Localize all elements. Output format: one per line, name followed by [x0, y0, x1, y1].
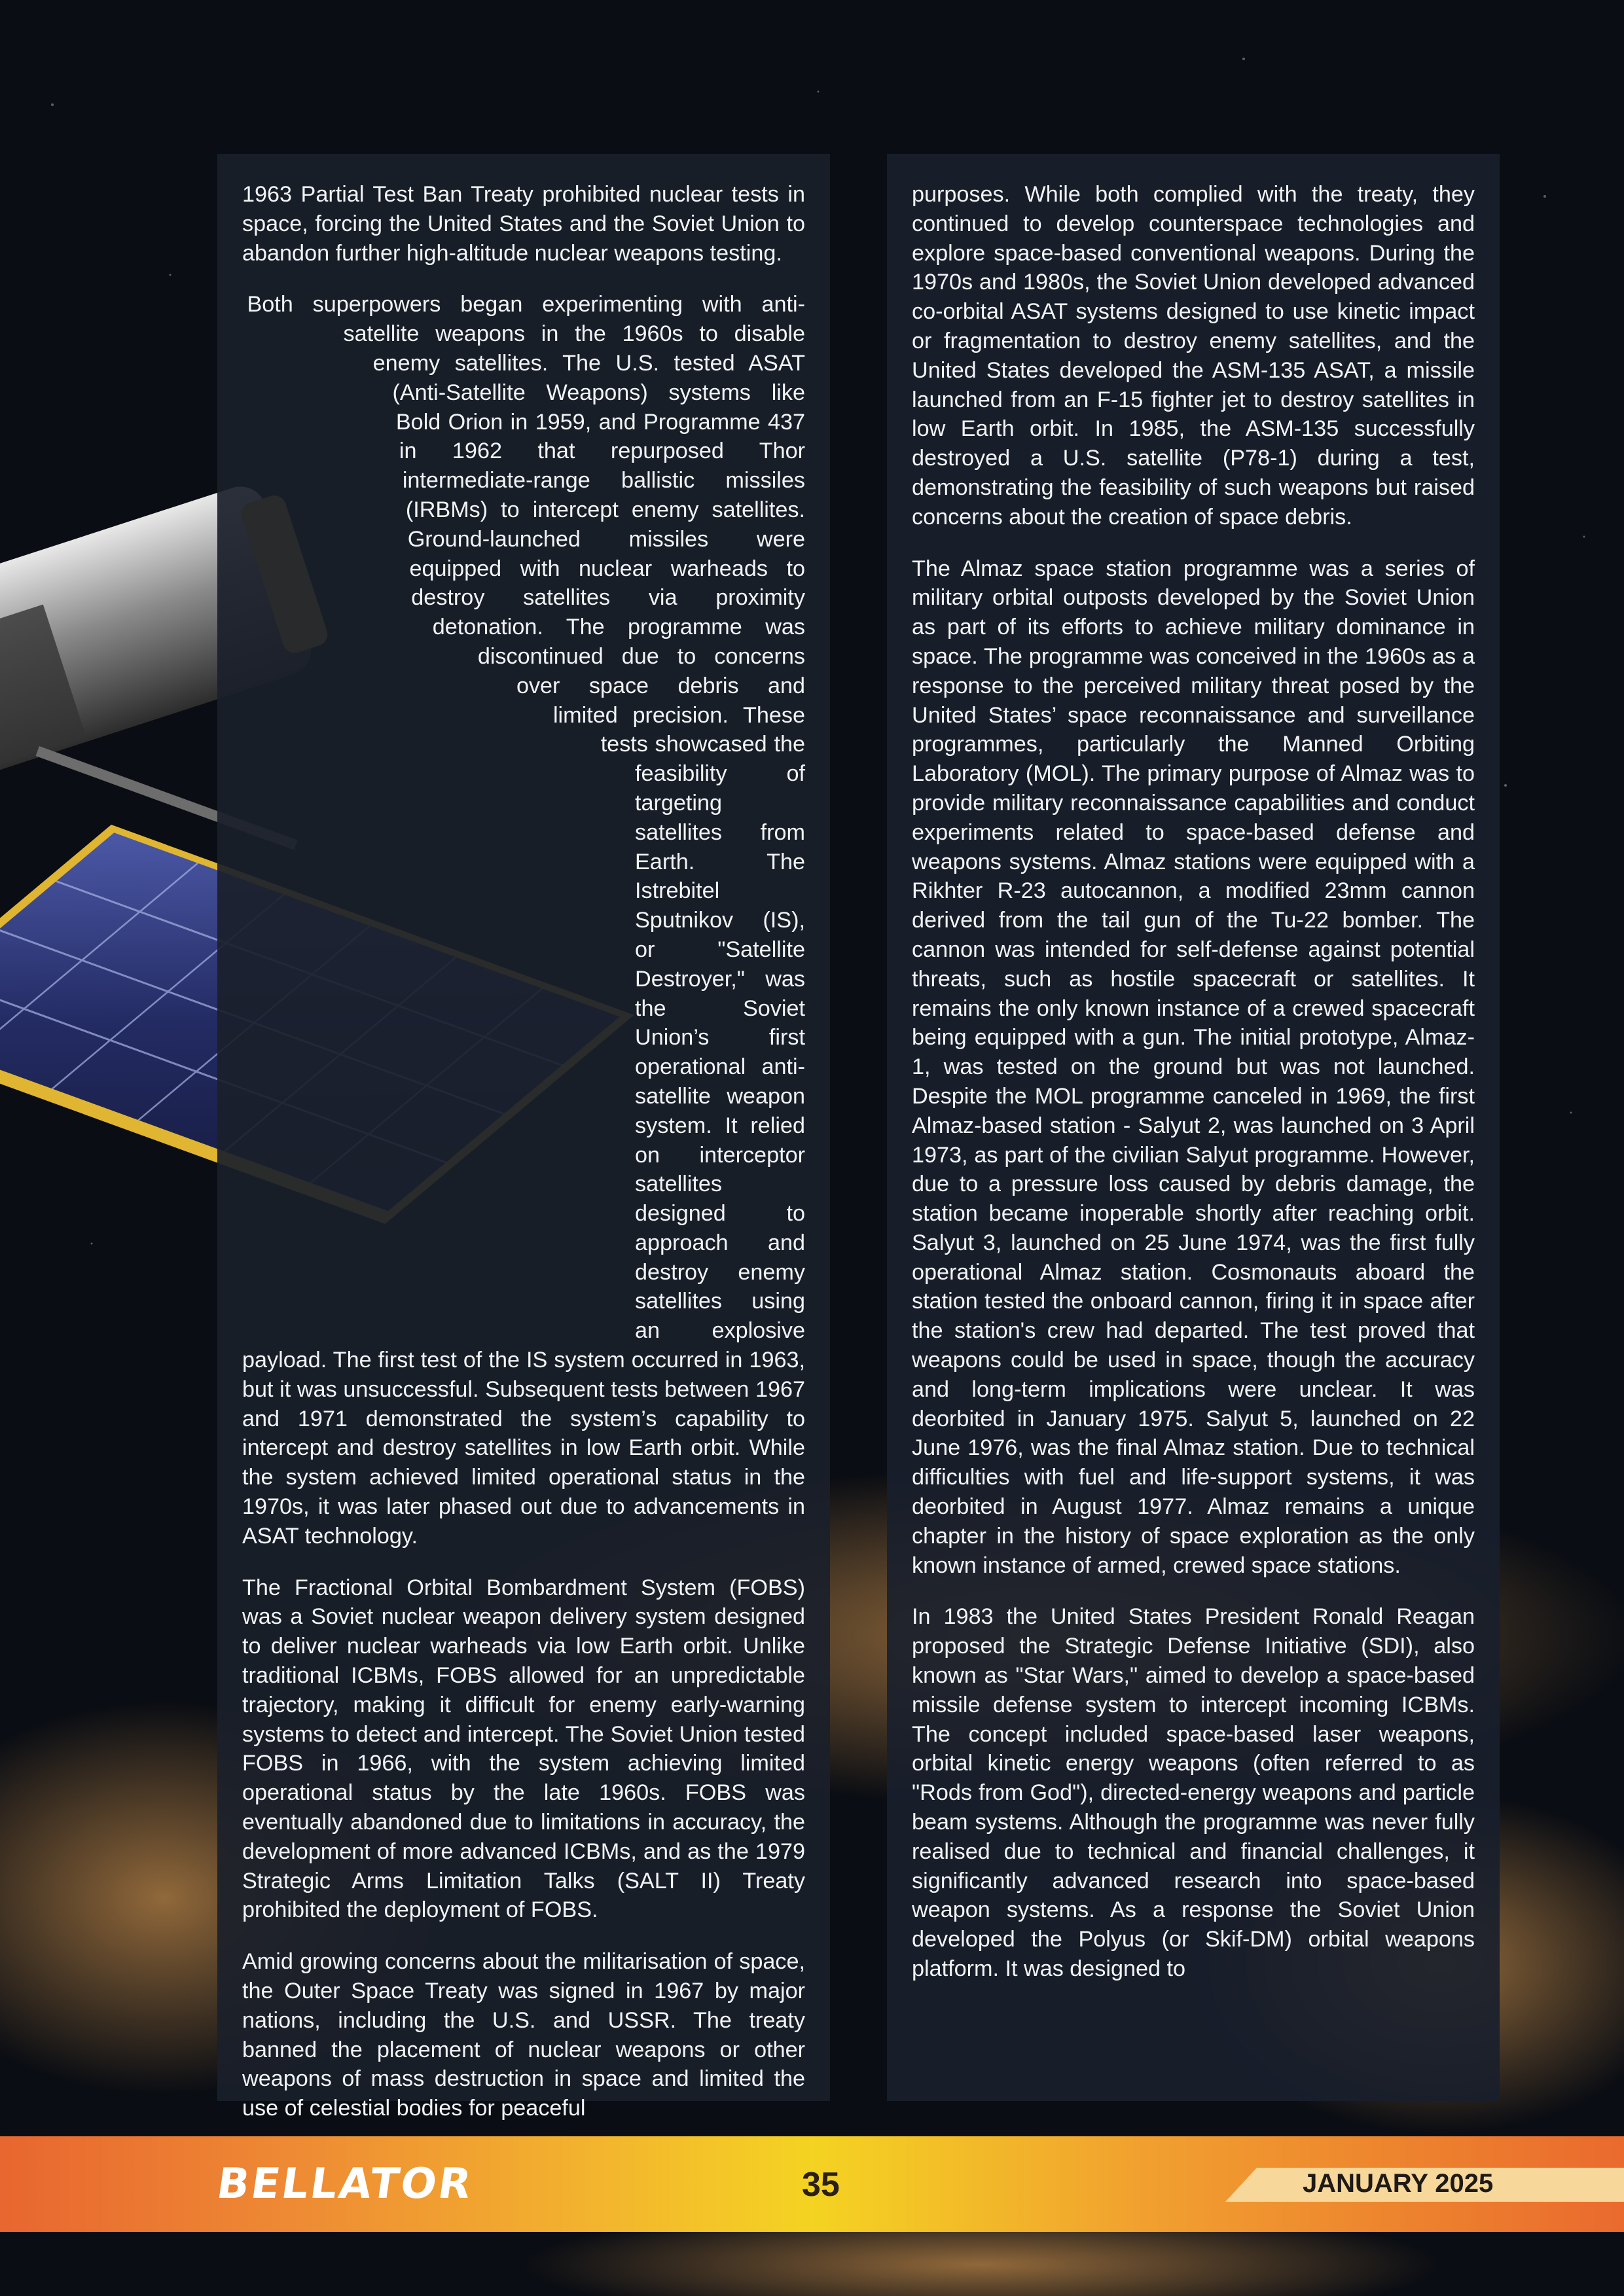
paragraph-asat: Both superpowers began experimenting with anti-satellite weapons in the 1960s to disable enemy satellites. The U.S. tested ASAT (Anti-Satellite Weapons) systems like Bold Orion in 1959, and Programme 437 in 1962 that repurposed Thor intermediate-range ballistic missiles (IRBMs) to intercept enemy satellites. Ground-launched missiles were equipped with nuclear warheads to destroy satellites via proximity detonation. The programme was discontinued due to concerns over space debris and limited precision. These tests showcased the feasibility of targeting satellites from Earth. The Istrebitel Sputnikov (IS), or "Satellite Destroyer," was the Soviet Union’s first operational anti-satellite weapon system. It relied on interceptor satellites designed to approach and destroy enemy satellites using an explosive payload. The first test of the IS system occurred in 1963, but it was unsuccessful. Subsequent tests between 1967 and 1971 demonstrated the system’s capability to intercept and destroy satellites in low Earth orbit. While the system achieved limited operational status in the 1970s, it was later phased out due to advancements in ASAT technology.: [242, 292, 805, 1549]
page-number: 35: [802, 2166, 840, 2204]
paragraph-fobs: The Fractional Orbital Bombardment System (FOBS) was a Soviet nuclear weapon delivery system designed to deliver nuclear warheads via low Earth orbit. Unlike traditional ICBMs, FOBS allowed for an unpredictable trajectory, making it difficult for enemy early-warning systems to detect and intercept. The Soviet Union tested FOBS in 1966, with the system achieving limited operational status by the late 1960s. FOBS was eventually abandoned due to limitations in accuracy, the development of more advanced ICBMs, and as the 1979 Strategic Arms Limitation Talks (SALT II) Treaty prohibited the deployment of FOBS.: [242, 1575, 805, 1923]
paragraph-outer-space-treaty: Amid growing concerns about the militarisation of space, the Outer Space Treaty was signed in 1967 by major nations, including the U.S. and USSR. The treaty banned the placement of nuclear weapons or other weapons of mass destruction in space and limited the use of celestial bodies for peaceful: [242, 1949, 805, 2121]
paragraph-counterspace: purposes. While both complied with the treaty, they continued to develop counterspace technologies and explore space-based conventional weapons. During the 1970s and 1980s, the Soviet Union developed advanced co-orbital ASAT systems designed to use kinetic impact or fragmentation to destroy enemy satellites, and the United States developed the ASM-135 ASAT, a missile launched from an F-15 fighter jet to destroy satellites in low Earth orbit. In 1985, the ASM-135 successfully destroyed a U.S. satellite (P78-1) during a test, demonstrating the feasibility of such weapons but raised concerns about the creation of space debris.: [912, 182, 1475, 529]
paragraph-sdi: In 1983 the United States President Ronald Reagan proposed the Strategic Defense Initiative (SDI), also known as "Star Wars," aimed to develop a space-based missile defense system to intercept incoming ICBMs. The concept included space-based laser weapons, orbital kinetic energy weapons (often referred to as "Rods from God"), directed-energy weapons and particle beam systems. Although the programme was never fully realised due to technical and financial challenges, it significantly advanced research into space-based weapon systems. As a response the Soviet Union developed the Polyus (or Skif-DM) orbital weapons platform. It was designed to: [912, 1604, 1475, 1982]
brand-logo: BELLATOR: [213, 2160, 477, 2208]
paragraph-almaz: The Almaz space station programme was a series of military orbital outposts developed by the Soviet Union as part of its efforts to achieve military dominance in space. The programme was conceived in the 1960s as a response to the perceived military threat posed by the United States’ space reconnaissance and surveillance programmes, particularly the Manned Orbiting Laboratory (MOL). The primary purpose of Almaz was to provide military reconnaissance capabilities and conduct experiments related to space-based defense and weapons systems. Almaz stations were equipped with a Rikhter R-23 autocannon, a modified 23mm cannon derived from the tail gun of the Tu-22 bomber. The cannon was intended for self-defense against potential threats, such as hostile spacecraft or satellites. It remains the only known instance of a crewed spacecraft being equipped with a gun. The initial prototype, Almaz-1, was tested on the ground but was not launched. Despite the MOL programme canceled in 1969, the first Almaz-based station - Salyut 2, was launched on 3 April 1973, as part of the civilian Salyut programme. However, due to a pressure loss caused by debris damage, the station became inoperable shortly after reaching orbit. Salyut 3, launched on 25 June 1974, was the first fully operational Almaz station. Cosmonauts aboard the station tested the onboard cannon, firing it in space after the station's crew had departed. The test proved that weapons could be used in space, though the accuracy and long-term implications were unclear. It was deorbited in January 1975. Salyut 5, launched on 22 June 1976, was the final Almaz station. Due to technical difficulties with fuel and life-support systems, it was deorbited in August 1977. Almaz remains a unique chapter in the history of space exploration as the only known instance of armed, crewed space stations.: [912, 556, 1475, 1578]
paragraph-test-ban: 1963 Partial Test Ban Treaty prohibited nuclear tests in space, forcing the United States and the Soviet Union to abandon further high-altitude nuclear weapons testing.: [242, 182, 805, 266]
issue-date: JANUARY 2025: [1303, 2169, 1494, 2198]
left-text-column: [217, 154, 830, 2121]
right-text-column: [887, 154, 1500, 2101]
